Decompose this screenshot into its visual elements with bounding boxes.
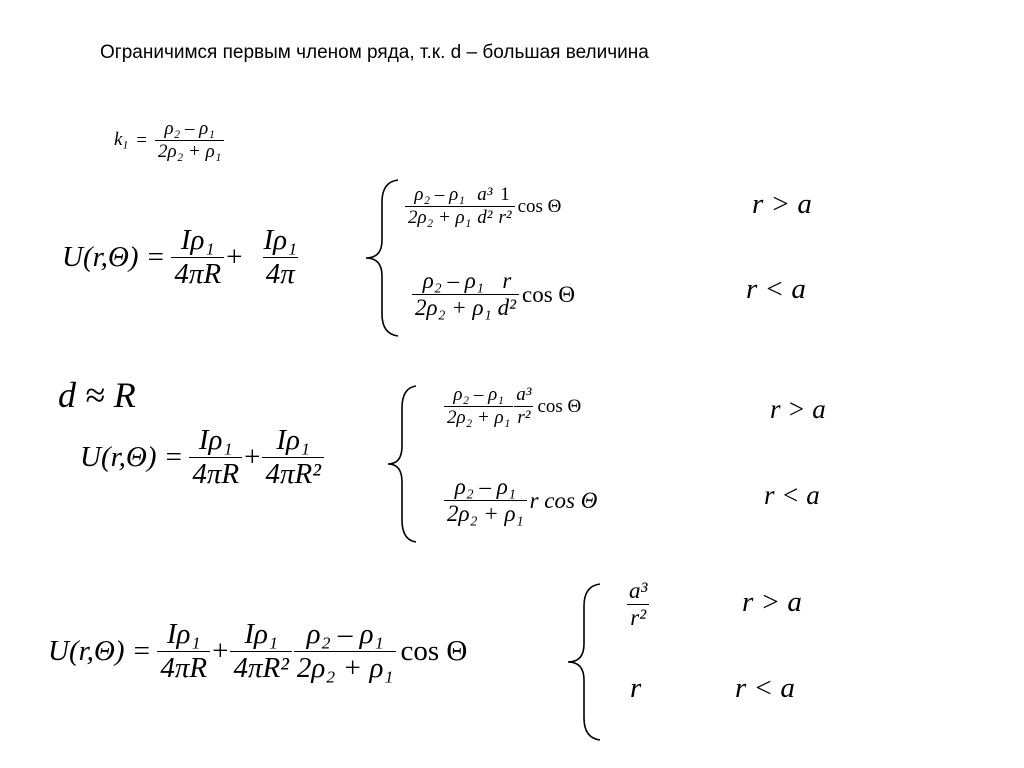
eq1-case1-one: 1: [500, 184, 510, 205]
eq3-term2: [230, 618, 291, 685]
eq3-factor-den: 2ρ₂ + ρ₁: [294, 651, 397, 685]
eq2-plus: +: [244, 441, 261, 473]
eq2-case2-num: ρ₂ – ρ₁: [454, 474, 516, 499]
eq1-term2-num: Iρ₁: [263, 224, 298, 256]
eq2-term2-den: 4πR²: [262, 457, 323, 491]
eq2-case2-den: 2ρ₂ + ρ₁: [444, 500, 527, 527]
eq1-case2-r-d2: [495, 268, 519, 321]
eq1-main: [62, 224, 300, 291]
eq1-case1-a3-d2: [474, 184, 495, 229]
eq1-case1-num: ρ₂ – ρ₁: [414, 184, 465, 205]
eq1-case2-d2: d²: [495, 294, 519, 321]
eq1-case2-r: r: [502, 268, 512, 293]
eq2-case1: [444, 384, 581, 429]
eq3-plus: +: [212, 635, 229, 667]
eq3-term2-den: 4πR²: [230, 651, 291, 685]
eq3-main: [48, 618, 467, 685]
eq2-term1-den: 4πR: [189, 457, 242, 491]
eq3-case1-a3: a³: [629, 578, 648, 603]
eq1-plus: +: [226, 241, 243, 273]
eq1-case1-a3: a³: [477, 184, 493, 205]
eq3-term2-num: Iρ₁: [244, 618, 278, 650]
eq2-case2-fraction: [444, 474, 527, 527]
k1-equals: =: [136, 129, 148, 151]
eq2-case1-fraction: [444, 384, 513, 429]
eq2-case1-a3-r2: [513, 384, 534, 429]
eq3-case2-r: r: [630, 672, 642, 704]
eq3-case2-condition: r < a: [735, 672, 795, 704]
eq3-term1-num: Iρ₁: [166, 618, 201, 650]
eq1-case1-condition: r > a: [752, 188, 812, 220]
eq3-lhs: U(r,Θ) =: [48, 635, 152, 667]
eq1-case1-fraction: [405, 184, 474, 229]
eq1-case1-one-r2: [495, 184, 514, 229]
eq1-term2-den: 4π: [263, 257, 298, 291]
eq3-factor: [294, 618, 397, 685]
eq1-case1-den: 2ρ₂ + ρ₁: [405, 206, 474, 229]
eq2-main: [80, 424, 324, 491]
eq1-case1-d2: d²: [474, 206, 495, 229]
eq1-case2-fraction: [412, 268, 495, 321]
eq1-term1: [171, 224, 224, 291]
eq2-case1-den: 2ρ₂ + ρ₁: [444, 406, 513, 429]
eq3-case1-condition: r > a: [742, 586, 802, 618]
eq1-case1-cos: cos Θ: [517, 195, 562, 217]
eq2-lhs: U(r,Θ) =: [80, 441, 184, 473]
eq2-case2-condition: r < a: [764, 480, 820, 510]
eq2-term1: [189, 424, 242, 491]
eq1-case2-cos: cos Θ: [522, 281, 576, 307]
eq3-case1-r2: r²: [627, 604, 649, 631]
k1-formula: [114, 118, 224, 163]
eq2-case1-num: ρ₂ – ρ₁: [453, 384, 504, 405]
eq1-lhs: U(r,Θ) =: [62, 241, 166, 273]
eq1-term1-den: 4πR: [171, 257, 224, 291]
eq1-case1: [405, 184, 561, 229]
eq1-case1-r2: r²: [495, 206, 514, 229]
eq2-term2-num: Iρ₁: [276, 424, 310, 456]
eq1-case2-den: 2ρ₂ + ρ₁: [412, 294, 495, 321]
eq1-left-brace: [362, 178, 402, 338]
eq1-term1-num: Iρ₁: [180, 224, 215, 256]
eq2-term2: [262, 424, 323, 491]
eq2-case2: [444, 474, 597, 527]
eq1-term2: [260, 224, 300, 291]
eq3-case1: [626, 578, 650, 631]
eq1-case2: [412, 268, 575, 321]
page-heading: Ограничимся первым членом ряда, т.к. d – большая величина: [100, 42, 649, 63]
eq2-case1-cos: cos Θ: [537, 395, 582, 417]
eq2-left-brace: [384, 384, 420, 544]
k1-numerator: ρ₂ – ρ₁: [164, 118, 215, 139]
k1-symbol: $k_1$: [114, 128, 129, 152]
k1-denominator: 2ρ₂ + ρ₁: [155, 140, 224, 163]
eq2-case1-condition: r > a: [770, 394, 826, 424]
eq3-case1-a3-r2: [626, 578, 650, 631]
eq3-term1-den: 4πR: [157, 651, 210, 685]
eq2-term1-num: Iρ₁: [198, 424, 233, 456]
eq2-case1-r2: r²: [514, 406, 533, 429]
eq1-case2-num: ρ₂ – ρ₁: [422, 268, 484, 293]
eq3-term1: [157, 618, 210, 685]
eq1-case2-condition: r < a: [746, 273, 806, 305]
eq3-cos: cos Θ: [400, 635, 468, 667]
eq3-factor-num: ρ₂ – ρ₁: [306, 618, 384, 650]
k1-fraction: [155, 118, 224, 163]
eq3-left-brace: [564, 582, 604, 742]
eq2-case2-rcos: r cos Θ: [529, 487, 598, 513]
d-approx-r: d ≈ R: [58, 375, 136, 415]
eq2-case1-a3: a³: [516, 384, 532, 405]
